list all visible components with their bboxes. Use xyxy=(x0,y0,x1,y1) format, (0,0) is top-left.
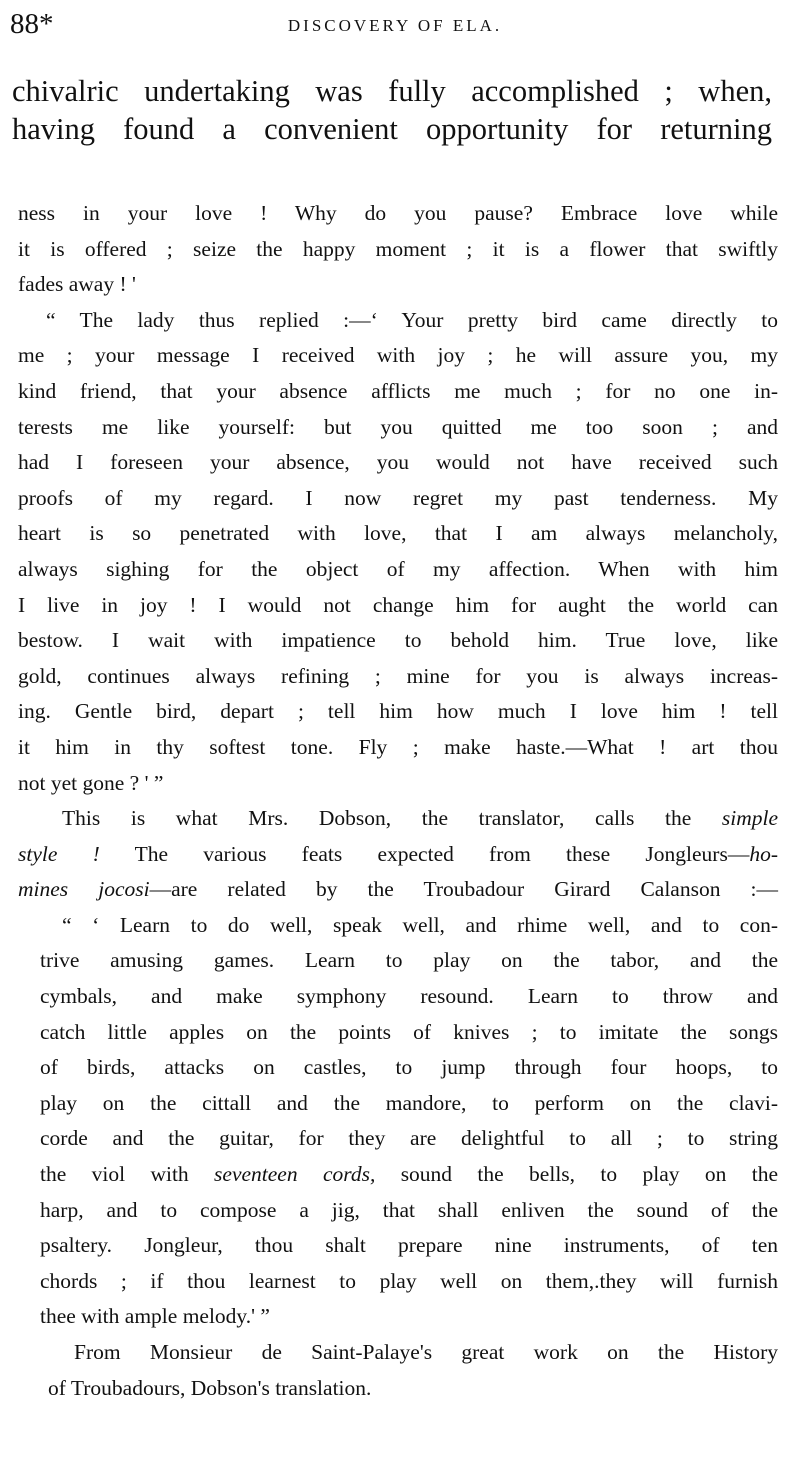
body-text xyxy=(18,196,778,1406)
text-line: me ; your message I received with joy ; he will assure you, my xyxy=(18,343,778,368)
quoted-passage xyxy=(18,908,778,1335)
text-line: ness in your love ! Why do you pause? Embrace love while xyxy=(18,201,778,225)
text-line: heart is so penetrated with love, that I am always melancholy, xyxy=(18,521,778,546)
text-run: The various feats expected from these Jongleurs— xyxy=(99,841,750,866)
text-line: “ ‘ Learn to do well, speak well, and rhime well, and to con- xyxy=(62,912,778,937)
text-run: the viol with xyxy=(40,1162,215,1187)
text-line: bestow. I wait with impatience to behold him. True love, like xyxy=(18,628,778,653)
text-line: trive amusing games. Learn to play on the tabor, and the xyxy=(40,948,778,973)
text-line: ing. Gentle bird, depart ; tell him how much I love him ! tell xyxy=(18,699,778,724)
text-line: catch little apples on the points of knives ; to imitate the songs xyxy=(40,1019,778,1044)
text-line: cymbals, and make symphony resound. Learn to throw and xyxy=(40,984,778,1009)
italic-run: seventeen cords, xyxy=(214,1162,376,1187)
text-line: psaltery. Jongleur, thou shalt prepare nine instruments, of ten xyxy=(40,1233,778,1258)
text-line: of birds, attacks on castles, to jump through four hoops, to xyxy=(40,1055,778,1080)
text-line xyxy=(18,801,778,837)
text-line: having found a convenient opportunity for returning xyxy=(12,112,772,146)
text-line xyxy=(18,1157,778,1193)
text-line: chords ; if thou learnest to play well on them,.they will furnish xyxy=(40,1268,778,1293)
text-line xyxy=(18,837,778,873)
italic-run: mines jocosi xyxy=(18,877,150,902)
running-head: DISCOVERY OF ELA. xyxy=(287,16,503,35)
text-line: “ The lady thus replied :—‘ Your pretty bird came directly to xyxy=(46,307,778,332)
page-header xyxy=(10,6,780,42)
text-line: From Monsieur de Saint-Palaye's great work on the History xyxy=(74,1340,778,1364)
text-line: I live in joy ! I would not change him for aught the world can xyxy=(18,592,778,617)
paragraph-3 xyxy=(18,801,778,908)
text-run: This is what Mrs. Dobson, the translator, calls the xyxy=(62,806,722,831)
text-line: not yet gone ? ' ” xyxy=(18,770,164,795)
text-line: corde and the guitar, for they are delightful to all ; to string xyxy=(40,1126,778,1151)
text-line: of Troubadours, Dobson's translation. xyxy=(48,1375,372,1400)
text-line: play on the cittall and the mandore, to perform on the clavi- xyxy=(40,1090,778,1115)
italic-run: ho- xyxy=(749,841,778,866)
text-line: it is offered ; seize the happy moment ; it is a flower that swiftly xyxy=(18,236,778,261)
text-line: terests me like yourself: but you quitted me too soon ; and xyxy=(18,414,778,439)
page-number: 88* xyxy=(10,8,54,40)
italic-run: simple xyxy=(721,806,778,831)
text-line xyxy=(18,872,778,908)
text-line: chivalric undertaking was fully accomplished ; when, xyxy=(12,74,772,108)
text-line: harp, and to compose a jig, that shall enliven the sound of the xyxy=(40,1197,778,1222)
text-line: had I foreseen your absence, you would not have received such xyxy=(18,450,778,475)
text-run: sound the bells, to play on the xyxy=(375,1162,779,1187)
text-line: it him in thy softest tone. Fly ; make haste.—What ! art thou xyxy=(18,734,778,759)
text-line: thee with ample melody.' ” xyxy=(40,1304,270,1329)
italic-run: style ! xyxy=(18,841,100,866)
text-line: gold, continues always refining ; mine for you is always increas- xyxy=(18,663,778,688)
text-line: proofs of my regard. I now regret my past tenderness. My xyxy=(18,485,778,510)
text-line: always sighing for the object of my affection. When with him xyxy=(18,556,778,581)
source-note xyxy=(18,1335,778,1406)
paragraph-2 xyxy=(18,303,778,801)
paragraph-1 xyxy=(18,196,778,303)
text-run: —are related by the Troubadour Girard Calanson :— xyxy=(149,877,778,902)
text-line: fades away ! ' xyxy=(18,272,136,297)
text-line: kind friend, that your absence afflicts me much ; for no one in- xyxy=(18,378,778,403)
large-type-passage xyxy=(12,72,772,148)
